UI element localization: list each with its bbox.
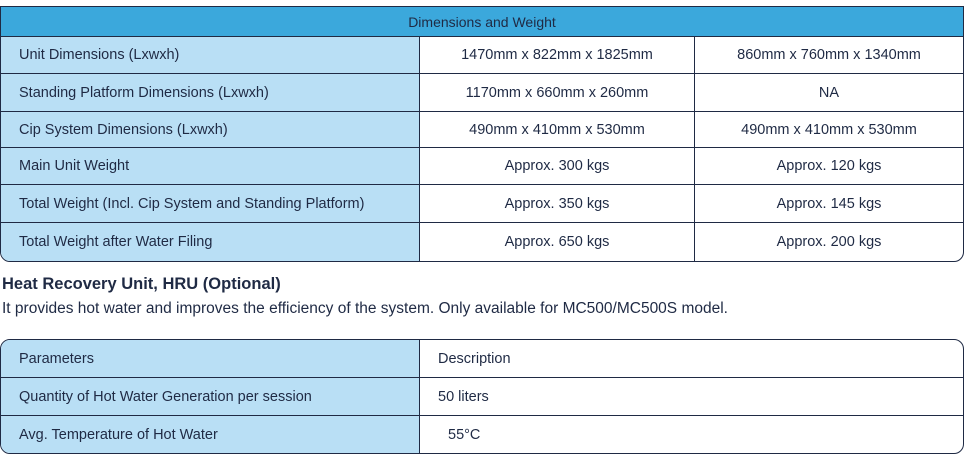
row-value-2: 860mm x 760mm x 1340mm [737, 47, 921, 63]
section-description: It provides hot water and improves the efficiency of the system. Only available for MC500/MC500S model. [2, 300, 728, 317]
row-value-2: Approx. 120 kgs [776, 158, 882, 174]
row-value-2: NA [818, 84, 840, 101]
table-title: Dimensions and Weight [1, 7, 963, 37]
table-row [1, 223, 963, 261]
row-value-1: Approx. 300 kgs [420, 148, 695, 184]
header-description: Description [438, 350, 511, 367]
table-row [1, 37, 963, 74]
row-label: Cip System Dimensions (Lxwxh) [1, 112, 420, 147]
row-label: Quantity of Hot Water Generation per session [1, 378, 420, 415]
row-label: Total Weight after Water Filing [1, 223, 420, 261]
header-parameters: Parameters [1, 340, 420, 377]
dimensions-weight-table [0, 6, 964, 262]
row-value-2: Approx. 200 kgs [776, 234, 882, 250]
row-value: 55°C [448, 426, 481, 443]
table-row [1, 112, 963, 148]
table-header-row [1, 340, 963, 378]
row-label: Avg. Temperature of Hot Water [1, 416, 420, 453]
table-row [1, 74, 963, 112]
row-value-2: Approx. 145 kgs [776, 195, 882, 212]
row-value-1: Approx. 350 kgs [420, 185, 695, 222]
section-heading: Heat Recovery Unit, HRU (Optional) [2, 275, 281, 293]
table-row [1, 148, 963, 185]
row-value-1: Approx. 650 kgs [420, 223, 695, 261]
row-value-1: 1470mm x 822mm x 1825mm [420, 37, 695, 73]
table-row [1, 378, 963, 416]
table-row [1, 416, 963, 453]
hru-parameters-table [0, 339, 964, 454]
row-value-1: 1170mm x 660mm x 260mm [420, 74, 695, 111]
row-label: Total Weight (Incl. Cip System and Standing Platform) [1, 185, 420, 222]
table-row [1, 185, 963, 223]
row-value-1: 490mm x 410mm x 530mm [420, 112, 695, 147]
row-value: 50 liters [438, 388, 489, 405]
row-label: Standing Platform Dimensions (Lxwxh) [1, 74, 420, 111]
row-value-2: 490mm x 410mm x 530mm [741, 121, 917, 138]
row-label: Main Unit Weight [1, 148, 420, 184]
row-label: Unit Dimensions (Lxwxh) [1, 37, 420, 73]
